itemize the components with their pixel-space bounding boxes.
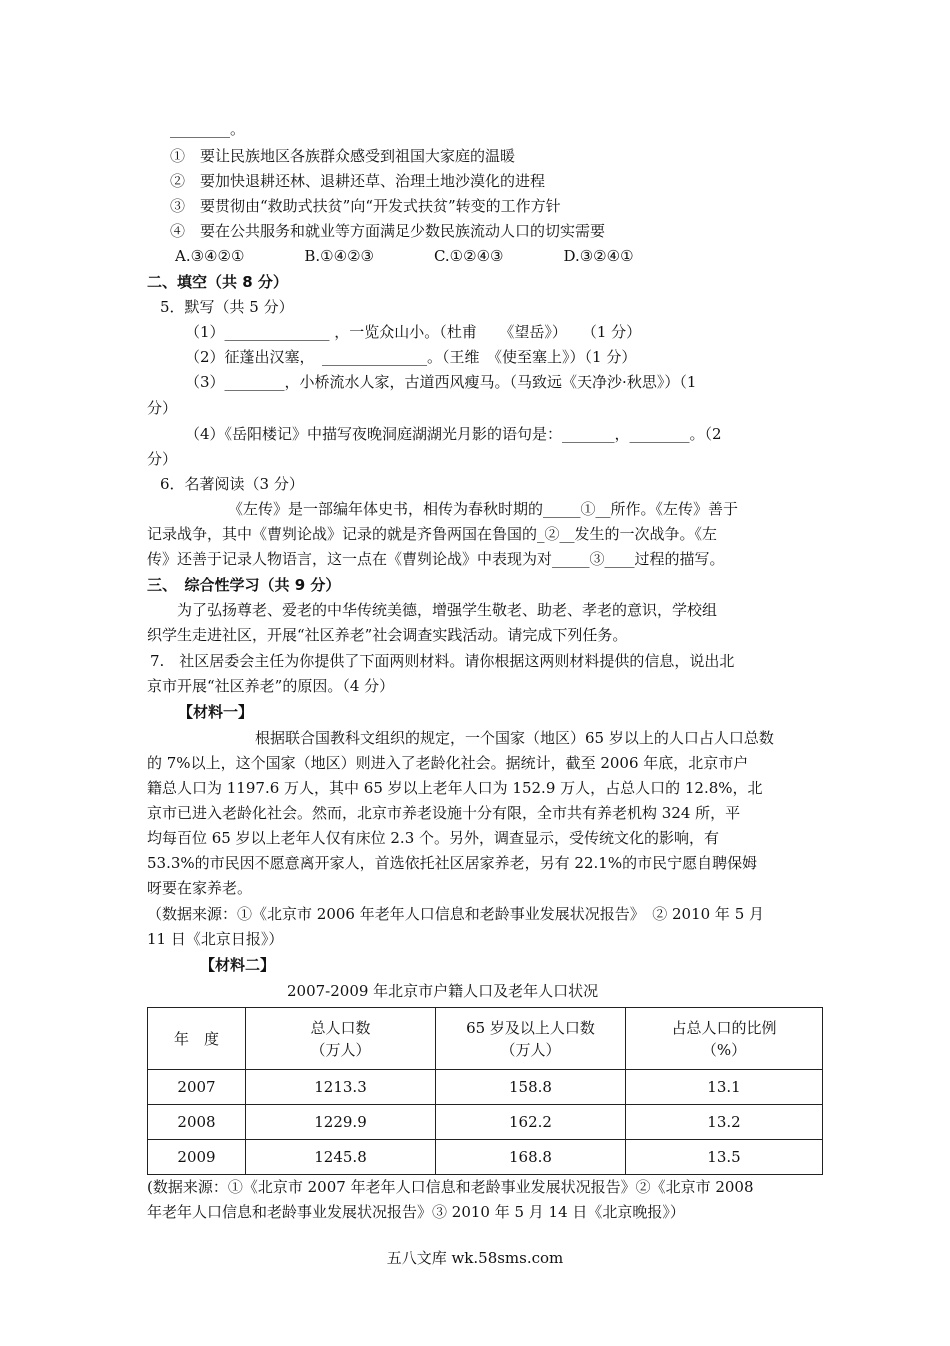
cell-year: 2007	[148, 1070, 246, 1105]
question-5-2: （2）征蓬出汉塞， ______________。（王维 《使至塞上》）（1 分）	[185, 348, 637, 366]
question-5-4: （4）《岳阳楼记》中描写夜晚洞庭湖湖光月影的语句是：_______，________。（2	[185, 425, 722, 443]
table-row	[148, 1140, 823, 1175]
cell-elderly: 168.8	[436, 1140, 626, 1175]
cell-year: 2008	[148, 1105, 246, 1140]
cell-elderly: 162.2	[436, 1105, 626, 1140]
option-3: ③ 要贯彻由“救助式扶贫”向“开发式扶贫”转变的工作方针	[170, 197, 561, 215]
option-1: ① 要让民族地区各族群众感受到祖国大家庭的温暖	[170, 147, 516, 165]
material-1-text-4: 京市已进入老龄化社会。然而，北京市养老设施十分有限，全市共有养老机构 324 所，平	[147, 804, 741, 822]
material-2-label: 【材料二】	[200, 956, 276, 974]
section-2-heading: 二、填空（共 8 分）	[147, 273, 288, 291]
question-6-text-3: 传》还善于记录人物语言，这一点在《曹刿论战》中表现为对_____③____过程的描写。	[147, 550, 725, 568]
cell-year: 2009	[148, 1140, 246, 1175]
population-table	[147, 1007, 823, 1175]
header-elderly: 65 岁及以上人口数 （万人）	[436, 1008, 626, 1070]
option-2: ② 要加快退耕还林、退耕还草、治理土地沙漠化的进程	[170, 172, 546, 190]
header-year: 年 度	[148, 1008, 246, 1070]
footer-watermark: 五八文库 wk.58sms.com	[386, 1249, 564, 1267]
cell-ratio: 13.1	[626, 1070, 823, 1105]
intro-text-2: 织学生走进社区，开展“社区养老”社会调查实践活动。请完成下列任务。	[147, 626, 628, 644]
cell-total: 1245.8	[246, 1140, 436, 1175]
intro-text-1: 为了弘扬尊老、爱老的中华传统美德，增强学生敬老、助老、孝老的意识，学校组	[177, 601, 718, 619]
answer-blank: ________。	[170, 120, 246, 138]
question-7-text-2: 京市开展“社区养老”的原因。（4 分）	[147, 677, 395, 695]
table-row	[148, 1105, 823, 1140]
material-2-source-1: (数据来源：①《北京市 2007 年老年人口信息和老龄事业发展状况报告》②《北京市 2008	[147, 1178, 754, 1196]
material-1-source-1: （数据来源：①《北京市 2006 年老年人口信息和老龄事业发展状况报告》 ② 2010 年 5 月	[147, 905, 765, 923]
material-1-text-2: 的 7%以上，这个国家（地区）则进入了老龄化社会。据统计，截至 2006 年底，北京市户	[147, 754, 749, 772]
question-5-3: （3）________，小桥流水人家，古道西风瘦马。（马致远《天净沙·秋思》）（1	[185, 373, 697, 391]
question-7-text-1: 7. 社区居委会主任为你提供了下面两则材料。请你根据这两则材料提供的信息，说出北	[150, 652, 735, 670]
material-2-source-2: 年老年人口信息和老龄事业发展状况报告》③ 2010 年 5 月 14 日《北京晚报》）	[147, 1203, 685, 1221]
material-1-label: 【材料一】	[178, 703, 254, 721]
question-5-4-cont: 分）	[147, 450, 178, 468]
question-5-3-cont: 分）	[147, 399, 178, 417]
cell-total: 1213.3	[246, 1070, 436, 1105]
material-1-text-1: 根据联合国教科文组织的规定，一个国家（地区）65 岁以上的人口占人口总数	[255, 729, 774, 747]
question-6-text-2: 记录战争，其中《曹刿论战》记录的就是齐鲁两国在鲁国的_②__发生的一次战争。《左	[147, 525, 718, 543]
question-5-title: 5．默写（共 5 分）	[160, 298, 294, 316]
section-3-heading: 三、 综合性学习（共 9 分）	[147, 576, 341, 594]
cell-total: 1229.9	[246, 1105, 436, 1140]
header-total: 总人口数 （万人）	[246, 1008, 436, 1070]
material-1-source-2: 11 日《北京日报》）	[147, 930, 284, 948]
material-1-text-3: 籍总人口为 1197.6 万人，其中 65 岁以上老年人口为 152.9 万人，占总人口的 12.8%，北	[147, 779, 763, 797]
table-title: 2007-2009 年北京市户籍人口及老年人口状况	[287, 982, 599, 1000]
header-ratio: 占总人口的比例 （%）	[626, 1008, 823, 1070]
cell-elderly: 158.8	[436, 1070, 626, 1105]
material-1-text-6: 53.3%的市民因不愿意离开家人，首选依托社区居家养老，另有 22.1%的市民宁愿自聘保姆	[147, 854, 758, 872]
question-5-1: （1）______________ ，一览众山小。（杜甫 《望岳》） （1 分）	[185, 323, 642, 341]
cell-ratio: 13.2	[626, 1105, 823, 1140]
table-row	[148, 1070, 823, 1105]
table-header-row	[148, 1008, 823, 1070]
question-6-text-1: 《左传》是一部编年体史书，相传为春秋时期的_____①__所作。《左传》善于	[228, 500, 739, 518]
question-6-title: 6．名著阅读（3 分）	[160, 475, 304, 493]
material-1-text-7: 呀要在家养老。	[147, 879, 253, 897]
cell-ratio: 13.5	[626, 1140, 823, 1175]
answer-choices: A.③④②① B.①④②③ C.①②④③ D.③②④①	[175, 247, 634, 265]
option-4: ④ 要在公共服务和就业等方面满足少数民族流动人口的切实需要	[170, 222, 606, 240]
material-1-text-5: 均每百位 65 岁以上老年人仅有床位 2.3 个。另外，调查显示，受传统文化的影响，有	[147, 829, 720, 847]
